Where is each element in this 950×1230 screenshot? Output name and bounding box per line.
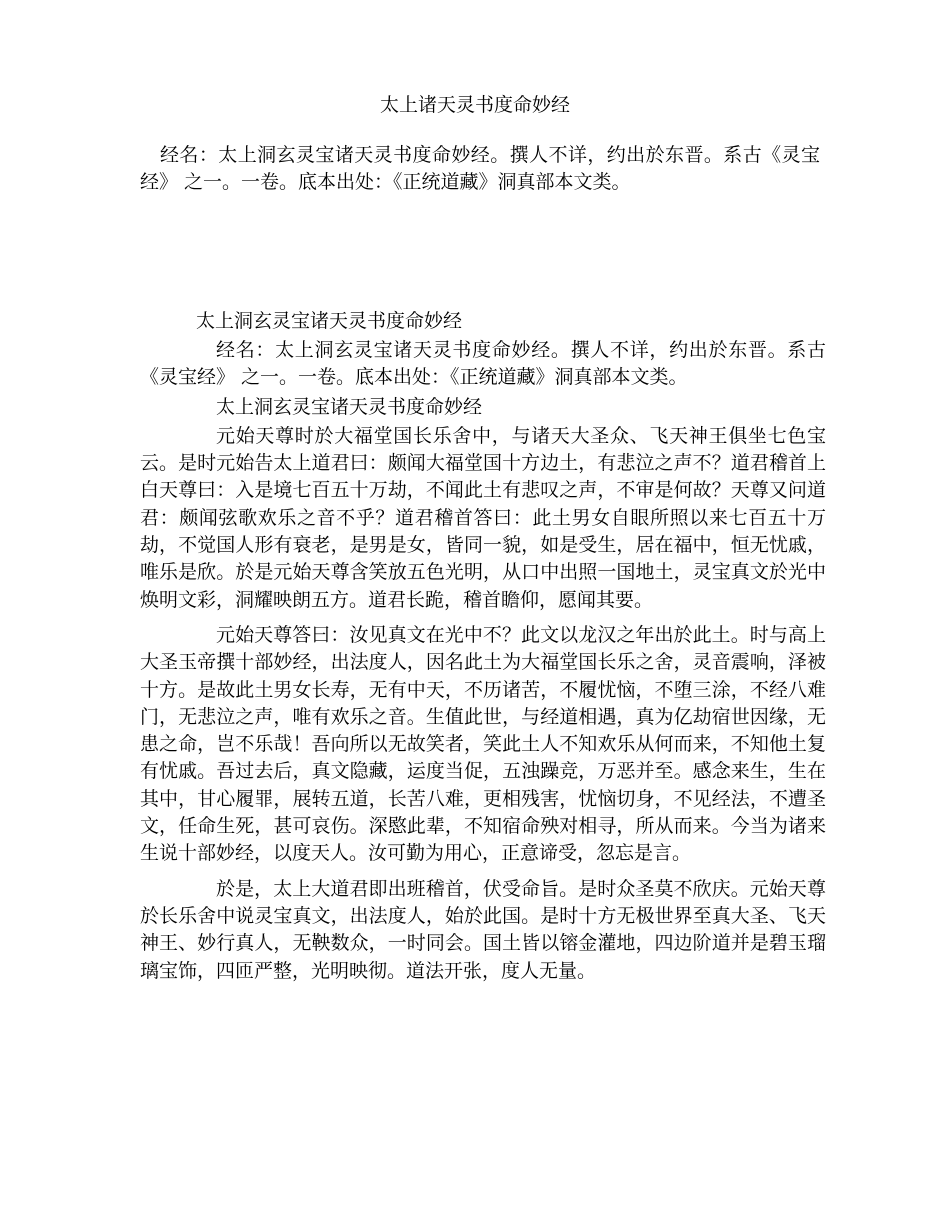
- scripture-note: 经名：太上洞玄灵宝诸天灵书度命妙经。撰人不详，约出於东晋。系古《灵宝经》 之一。一卷。底本出处：《正统道藏》洞真部本文类。: [140, 339, 826, 389]
- document-title: 太上诸天灵书度命妙经: [379, 94, 570, 116]
- document-body: [140, 337, 826, 993]
- paragraph-3: 於是，太上大道君即出班稽首，伏受命旨。是时众圣莫不欣庆。元始天尊於长乐舍中说灵宝真文，出法度人，始於此国。是时十方无极世界至真大圣、飞天神王、妙行真人，无鞅数众，一时同会。国土皆以镕金灌地，四边阶道并是碧玉瑠璃宝饰，四匝严整，光明映彻。道法开张，度人无量。: [140, 877, 826, 982]
- paragraph-2: 元始天尊答曰：汝见真文在光中不？此文以龙汉之年出於此土。时与高上大圣玉帝撰十部妙经，出法度人，因名此土为大福堂国长乐之舍，灵音震响，泽被十方。是故此土男女长寿，无有中天，不历诸苦，不履忧恼，不堕三涂，不经八难门，无悲泣之声，唯有欢乐之音。生值此世，与经道相遇，真为亿劫宿世因缘，无患之命，岂不乐哉！吾向所以无故笑者，笑此土人不知欢乐从何而来，不知他土复有忧戚。吾过去后，真文隐藏，运度当促，五浊躁竞，万恶并至。感念来生，生在其中，甘心履罪，展转五道，长苦八难，更相残害，忧恼切身，不见经法，不遭圣文，任命生死，甚可哀伤。深愍此辈，不知宿命殃对相寻，所从而来。今当为诸来生说十部妙经，以度天人。汝可勤为用心，正意谛受，忽忘是言。: [140, 623, 826, 865]
- paragraph-1: 元始天尊时於大福堂国长乐舍中，与诸天大圣众、飞天神王俱坐七色宝云。是时元始告太上道君曰：颇闻大福堂国十方边土，有悲泣之声不？道君稽首上白天尊曰：入是境七百五十万劫，不闻此土有悲叹之声，不审是何故？天尊又问道君：颇闻弦歌欢乐之音不乎？道君稽首答曰：此土男女自眼所照以来七百五十万劫，不觉国人形有衰老，是男是女，皆同一貌，如是受生，居在福中，恒无忧戚，唯乐是欣。於是元始天尊含笑放五色光明，从口中出照一国地土，灵宝真文於光中焕明文彩，洞耀映朗五方。道君长跪，稽首瞻仰，愿闻其要。: [140, 424, 826, 611]
- section-heading: 太上洞玄灵宝诸天灵书度命妙经: [196, 310, 463, 332]
- header-note: 经名：太上洞玄灵宝诸天灵书度命妙经。撰人不详，约出於东晋。系古《灵宝经》 之一。一卷。底本出处：《正统道藏》洞真部本文类。: [140, 144, 820, 193]
- scripture-sub-heading: 太上洞玄灵宝诸天灵书度命妙经: [216, 395, 483, 418]
